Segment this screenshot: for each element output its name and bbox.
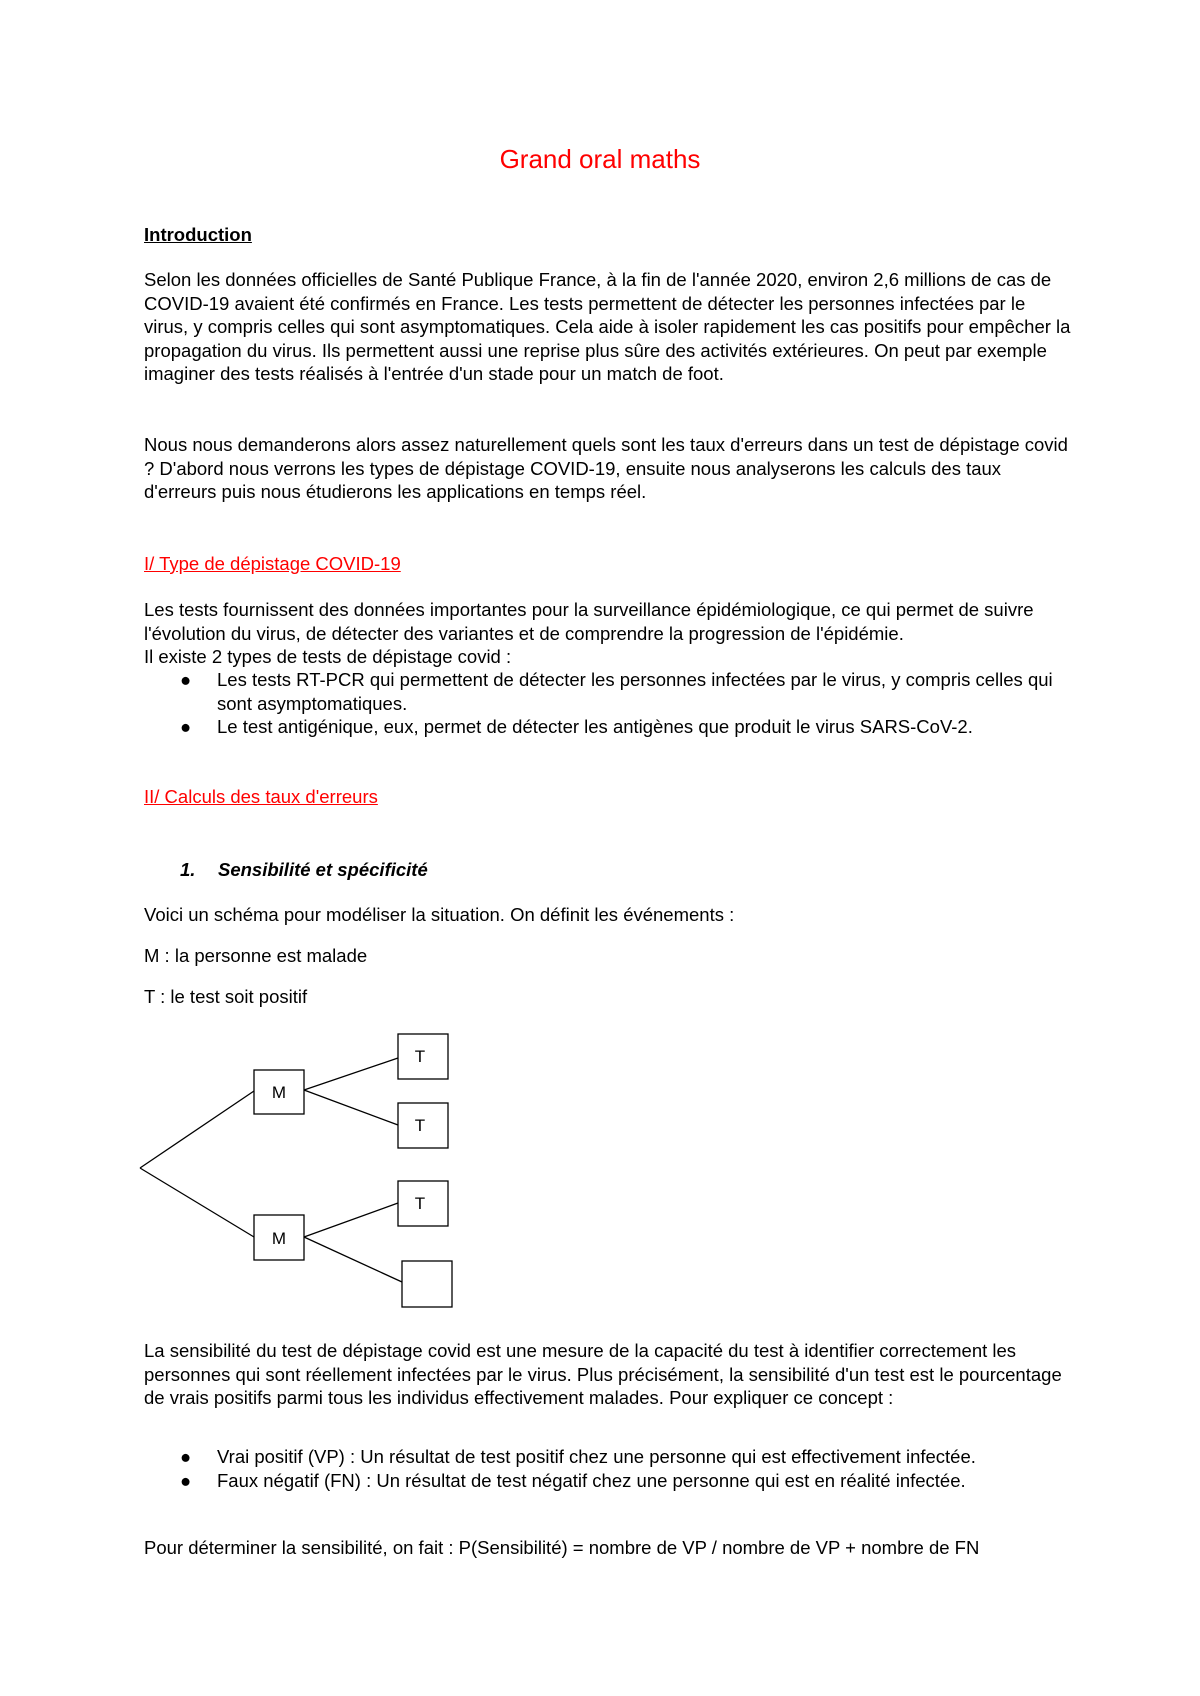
section-1-heading: I/ Type de dépistage COVID-19	[144, 553, 401, 574]
tree-branch	[304, 1058, 398, 1090]
sensitivity-paragraph: La sensibilité du test de dépistage covid est une mesure de la capacité du test à identifier correctement les personnes qui sont réellement infectées par le virus. Plus précisément, la sensibilité d'un test est le pourcentage de vrais positifs parmi tous les individus effectivement malades. Pour expliquer ce concept :	[144, 1340, 1062, 1408]
tree-branch	[304, 1090, 398, 1125]
bullet-icon: ●	[180, 1469, 192, 1491]
tree-branch	[304, 1203, 398, 1237]
tree-branch	[140, 1091, 254, 1168]
list-item-text: Les tests RT-PCR qui permettent de détecter les personnes infectées par le virus, y compris celles qui sont asymptomatiques.	[217, 669, 1053, 714]
bullet-icon: ●	[180, 1446, 192, 1467]
section-1-paragraph: Les tests fournissent des données importantes pour la surveillance épidémiologique, ce qui permet de suivre l'évolution du virus, de détecter des variantes et de comprendre la progression de l'épidémie.	[144, 599, 1034, 644]
tree-node-box	[402, 1261, 452, 1307]
subsection-number: 1.	[180, 859, 196, 880]
tree-leaf-label: T	[414, 1116, 426, 1135]
document-title: Grand oral maths	[499, 144, 701, 174]
section-2-heading: II/ Calculs des taux d'erreurs	[144, 786, 378, 807]
list-item-text: Vrai positif (VP) : Un résultat de test positif chez une personne qui est effectivement infectée.	[217, 1446, 976, 1467]
bullet-icon: ●	[180, 669, 192, 690]
tree-node-label: M	[271, 1229, 287, 1248]
tree-branch	[140, 1168, 254, 1237]
introduction-paragraph-1: Selon les données officielles de Santé Publique France, à la fin de l'année 2020, environ 2,6 millions de cas de COVID-19 avaient été confirmés en France. Les tests permettent de détecter les personnes infectées par le virus, y compris celles qui sont asymptomatiques. Cela aide à isoler rapidement les cas positifs pour empêcher la propagation du virus. Ils permettent aussi une reprise plus sûre des activités extérieures. On peut par exemple imaginer des tests réalisés à l'entrée d'un stade pour un match de foot.	[144, 269, 1071, 384]
tree-leaf-label: T	[414, 1047, 426, 1066]
event-t-definition: T : le test soit positif	[144, 986, 308, 1007]
event-m-definition: M : la personne est malade	[144, 945, 368, 966]
introduction-paragraph-2: Nous nous demanderons alors assez naturellement quels sont les taux d'erreurs dans un test de dépistage covid ? D'abord nous verrons les types de dépistage COVID-19, ensuite nous analyserons les calculs des taux d'erreurs puis nous étudierons les applications en temps réel.	[144, 434, 1068, 502]
sensitivity-definitions-list	[144, 1445, 1074, 1492]
tree-branch	[304, 1237, 402, 1282]
list-item-text: Faux négatif (FN) : Un résultat de test négatif chez une personne qui est en réalité infectée.	[217, 1469, 966, 1491]
list-item	[144, 1469, 1074, 1493]
section-1-intro-line: Il existe 2 types de tests de dépistage covid :	[144, 646, 512, 667]
tree-node-label: M	[271, 1083, 287, 1102]
list-item	[144, 1445, 1074, 1469]
introduction-heading: Introduction	[144, 224, 252, 245]
sensitivity-formula: Pour déterminer la sensibilité, on fait : P(Sensibilité) = nombre de VP / nombre de VP + nombre de FN	[144, 1537, 980, 1558]
list-item-text: Le test antigénique, eux, permet de détecter les antigènes que produit le virus SARS-CoV-2.	[217, 716, 973, 737]
schema-intro: Voici un schéma pour modéliser la situation. On définit les événements :	[144, 904, 735, 925]
bullet-icon: ●	[180, 716, 192, 737]
tree-leaf-label: T	[414, 1194, 426, 1213]
subsection-title: Sensibilité et spécificité	[218, 859, 428, 880]
